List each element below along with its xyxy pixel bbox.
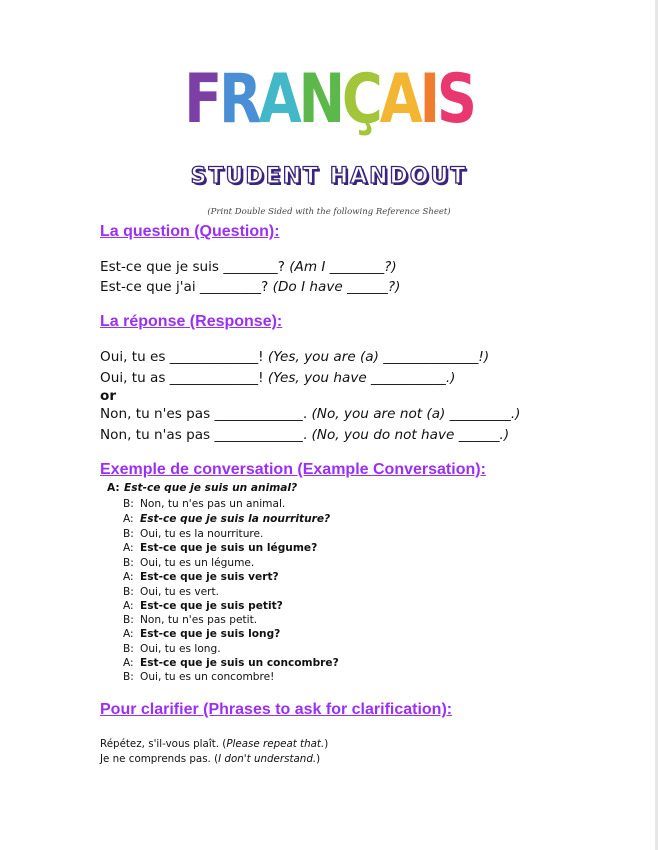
question-fr: Est-ce que j'ai _________? — [100, 279, 273, 295]
response-fr: Oui, tu as _____________! — [100, 370, 268, 386]
conversation-text: Oui, tu es vert. — [140, 586, 220, 598]
conversation-text: Est-ce que je suis long? — [140, 628, 281, 640]
clarify-line — [100, 753, 320, 765]
speaker-label: B: — [123, 586, 134, 598]
response-en: (No, you do not have ______.) — [311, 427, 510, 443]
speaker-label: B: — [123, 557, 134, 569]
speaker-label: B: — [123, 643, 134, 655]
response-fr: Oui, tu es _____________! — [100, 349, 268, 365]
question-line — [100, 279, 400, 295]
response-fr: Non, tu n'as pas _____________. — [100, 427, 312, 443]
conversation-line — [123, 498, 285, 510]
conversation-text: Oui, tu es long. — [140, 643, 221, 655]
conversation-text: Oui, tu es un légume. — [140, 557, 255, 569]
clarify-fr: Répétez, s'il-vous plaît. ( — [100, 738, 227, 750]
response-or: or — [100, 388, 117, 404]
conversation-line — [123, 657, 339, 669]
conversation-line — [123, 571, 279, 583]
conversation-text: Oui, tu es la nourriture. — [140, 528, 264, 540]
question-en: (Am I ________?) — [289, 259, 397, 275]
speaker-label: B: — [123, 671, 134, 683]
conversation-text: Est-ce que je suis un légume? — [140, 542, 318, 554]
logo-letter: A — [258, 60, 299, 139]
speaker-label: A: — [107, 482, 120, 494]
logo-letter: F — [184, 60, 219, 139]
speaker-label: B: — [123, 498, 134, 510]
conversation-line — [123, 542, 317, 554]
conversation-line — [107, 482, 297, 494]
speaker-label: A: — [123, 513, 134, 525]
response-en: (Yes, you are (a) ______________!) — [267, 349, 490, 365]
conversation-line — [123, 600, 283, 612]
conversation-text: Est-ce que je suis petit? — [140, 600, 283, 612]
speaker-label: A: — [123, 600, 134, 612]
logo-letter: I — [419, 60, 437, 139]
question-line — [100, 259, 397, 275]
conversation-line — [123, 671, 274, 683]
conversation-line — [123, 643, 221, 655]
response-line — [100, 427, 509, 443]
response-en: (Yes, you have ___________.) — [267, 370, 456, 386]
response-en: (No, you are not (a) _________.) — [311, 406, 521, 422]
conversation-line — [123, 628, 280, 640]
speaker-label: B: — [123, 528, 134, 540]
francais-logo — [59, 62, 599, 138]
response-heading: La réponse (Response): — [100, 313, 283, 330]
logo-letter: Ç — [341, 60, 380, 139]
question-fr: Est-ce que je suis ________? — [100, 259, 290, 275]
conversation-text: Oui, tu es un concombre! — [140, 671, 275, 683]
logo-letter: A — [379, 60, 420, 139]
clarify-line — [100, 738, 328, 750]
clarify-en: Please repeat that. — [226, 738, 325, 750]
handout-subtitle: STUDENT HANDOUT — [190, 164, 468, 189]
conversation-line — [123, 557, 254, 569]
conversation-line — [123, 513, 330, 525]
conversation-text: Est-ce que je suis un concombre? — [140, 657, 339, 669]
response-line — [100, 370, 455, 386]
clarify-heading: Pour clarifier (Phrases to ask for clarification): — [100, 701, 453, 718]
print-note: (Print Double Sided with the following Reference Sheet) — [207, 207, 451, 217]
speaker-label: A: — [123, 628, 134, 640]
response-fr: Non, tu n'es pas _____________. — [100, 406, 312, 422]
conversation-text: Non, tu n'es pas un animal. — [140, 498, 286, 510]
conversation-line — [123, 586, 219, 598]
conversation-text: Est-ce que je suis un animal? — [124, 482, 298, 494]
conversation-text: Non, tu n'es pas petit. — [140, 614, 258, 626]
logo-letter: S — [436, 60, 474, 139]
logo-letter: R — [218, 60, 259, 139]
speaker-label: A: — [123, 657, 134, 669]
clarify-close: ) — [316, 753, 321, 765]
response-line — [100, 349, 489, 365]
conversation-text: Est-ce que je suis la nourriture? — [140, 513, 331, 525]
example-heading: Exemple de conversation (Example Conversation): — [100, 461, 486, 478]
clarify-close: ) — [324, 738, 329, 750]
question-heading: La question (Question): — [100, 223, 280, 240]
conversation-line — [123, 528, 263, 540]
speaker-label: A: — [123, 542, 134, 554]
clarify-fr: Je ne comprends pas. ( — [100, 753, 219, 765]
conversation-line — [123, 614, 257, 626]
question-en: (Do I have ______?) — [272, 279, 401, 295]
speaker-label: A: — [123, 571, 134, 583]
logo-letter: N — [298, 60, 342, 139]
clarify-en: I don't understand. — [218, 753, 317, 765]
speaker-label: B: — [123, 614, 134, 626]
conversation-text: Est-ce que je suis vert? — [140, 571, 279, 583]
response-line — [100, 406, 520, 422]
